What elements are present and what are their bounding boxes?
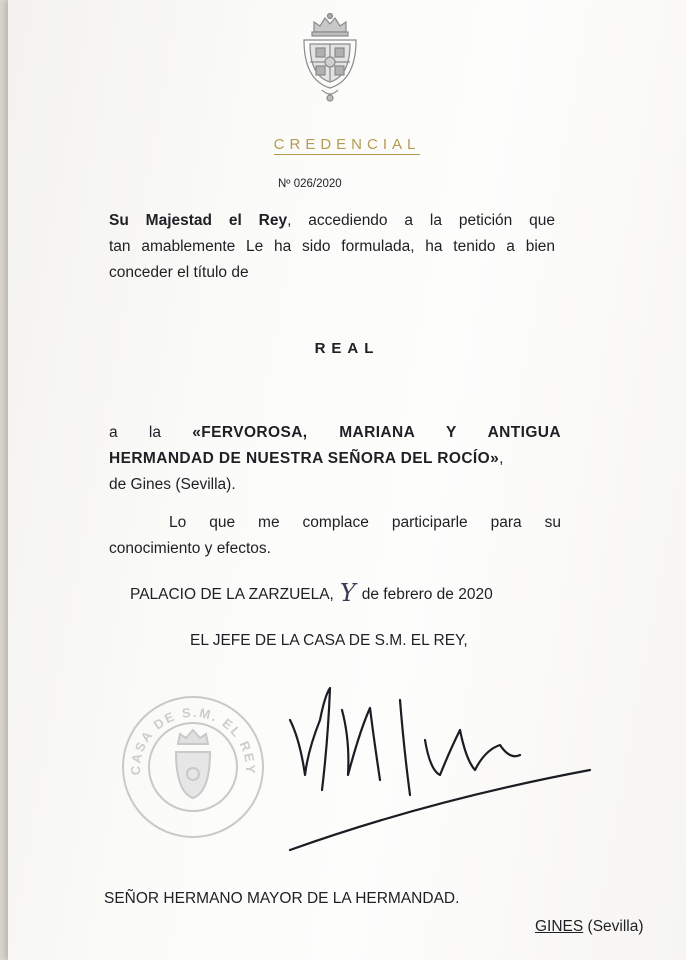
title-granted: REAL: [314, 340, 380, 357]
recipient-line-1: [109, 420, 561, 446]
intro-line-2: tan amablemente Le ha sido formulada, ha tenido a bien: [109, 238, 555, 255]
closing-paragraph: [109, 510, 561, 562]
intro-line-1: [109, 208, 555, 234]
recipient-line-2: [109, 446, 561, 472]
recipient-line-3: de Gines (Sevilla).: [109, 476, 236, 493]
intro-paragraph: [109, 208, 555, 286]
recipient-line-1-bold: «FERVOROSA, MARIANA Y ANTIGUA: [192, 424, 561, 441]
intro-line-3: conceder el título de: [109, 264, 249, 281]
embossed-seal-icon: [118, 692, 268, 842]
place: PALACIO DE LA ZARZUELA,: [130, 586, 334, 603]
intro-bold: Su Majestad el Rey: [109, 212, 288, 229]
credential-number: Nº 026/2020: [278, 178, 342, 190]
recipient-prefix: a la: [109, 424, 161, 441]
city-rest: (Sevilla): [583, 918, 644, 935]
recipient-paragraph: [109, 420, 561, 498]
city: GINES: [535, 918, 584, 935]
document-heading: CREDENCIAL: [273, 136, 421, 153]
seal-text: CASA DE S.M. EL REY: [127, 704, 259, 776]
closing-line-1: Lo que me complace participarle para su: [169, 514, 561, 531]
closing-line-2: conocimiento y efectos.: [109, 540, 271, 557]
recipient-line-2-bold: HERMANDAD DE NUESTRA SEÑORA DEL ROCÍO»: [109, 450, 500, 467]
place-date-line: [130, 577, 493, 605]
city-line: [535, 918, 644, 936]
intro-line-1-rest: , accediendo a la petición que: [287, 212, 555, 229]
recipient-line-2-rest: ,: [499, 450, 504, 467]
signatory-title: EL JEFE DE LA CASA DE S.M. EL REY,: [190, 632, 468, 649]
date-rest: de febrero de 2020: [361, 586, 493, 603]
royal-crest-icon: [298, 10, 362, 106]
handwritten-signature: [270, 680, 600, 860]
handwritten-day: Y: [339, 579, 356, 607]
addressee: SEÑOR HERMANO MAYOR DE LA HERMANDAD.: [104, 890, 460, 907]
credential-document: [8, 0, 686, 960]
